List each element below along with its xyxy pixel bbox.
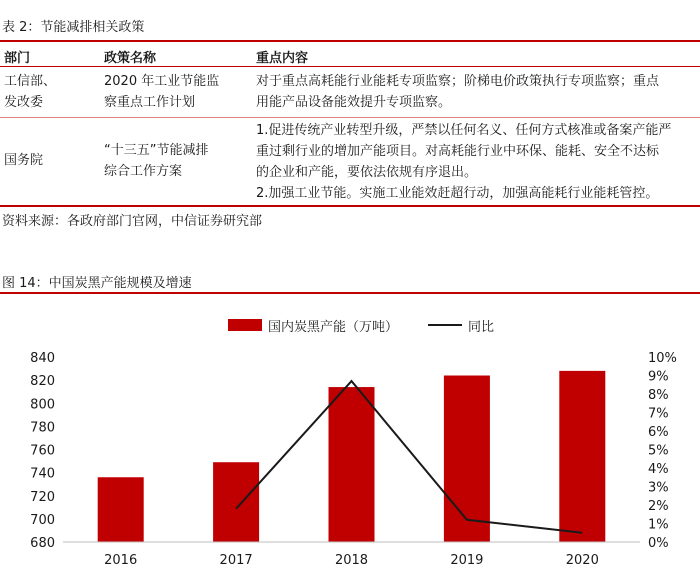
table-row-1-content: 对于重点高耗能行业能耗专项监察；阶梯电价政策执行专项监察；重点 用能产品设备能效提升专项监察。 bbox=[256, 74, 660, 110]
y-left-tick-label: 720 bbox=[30, 489, 55, 505]
x-tick-label: 2017 bbox=[219, 553, 253, 568]
bar-2019 bbox=[444, 376, 490, 543]
y-left-tick-label: 740 bbox=[30, 466, 55, 482]
bar-2017 bbox=[213, 462, 259, 542]
y-right-tick-label: 9% bbox=[648, 369, 669, 385]
y-right-tick-label: 1% bbox=[648, 517, 669, 533]
y-right-tick-label: 5% bbox=[648, 443, 669, 459]
table-source-note: 资料来源：各政府部门官网，中信证券研究部 bbox=[2, 214, 263, 229]
y-left-tick-label: 680 bbox=[30, 536, 55, 551]
y-left-tick-label: 800 bbox=[30, 397, 55, 413]
y-right-tick-label: 6% bbox=[648, 425, 669, 440]
table-row-2-content: 1.促进传统产业转型升级，严禁以任何名义、任何方式核准或备案产能严 重过剩行业的增加产能项目。对高耗能行业中环保、能耗、安全不达标 的企业和产能，要依法依规有序退出。 2.加强工业节能。实施工业能效赶超行动，加强高能耗行业能耗管控。 bbox=[256, 123, 672, 201]
y-left-tick-label: 700 bbox=[30, 512, 55, 528]
table-row-1-dept: 工信部、 发改委 bbox=[4, 74, 57, 110]
legend-bar-label: 国内炭黑产能（万吨） bbox=[268, 320, 399, 335]
y-right-tick-label: 10% bbox=[648, 351, 677, 366]
figure-caption: 图 14：中国炭黑产能规模及增速 bbox=[2, 276, 192, 291]
legend-line-label: 同比 bbox=[468, 320, 495, 335]
yoy-growth-line bbox=[236, 381, 582, 533]
y-right-tick-label: 3% bbox=[648, 480, 669, 496]
y-left-tick-label: 840 bbox=[30, 351, 55, 366]
y-right-tick-label: 2% bbox=[648, 499, 669, 514]
bar-2020 bbox=[559, 371, 605, 542]
x-tick-label: 2019 bbox=[450, 553, 484, 568]
bar-2018 bbox=[329, 387, 375, 542]
x-tick-label: 2018 bbox=[334, 553, 369, 568]
y-right-tick-label: 0% bbox=[648, 536, 669, 551]
y-left-tick-label: 760 bbox=[30, 443, 55, 459]
y-left-tick-label: 820 bbox=[30, 374, 55, 390]
y-right-tick-label: 4% bbox=[648, 462, 669, 477]
y-right-tick-label: 7% bbox=[648, 406, 669, 422]
y-right-tick-label: 8% bbox=[648, 388, 669, 403]
y-left-tick-label: 780 bbox=[30, 420, 55, 436]
table-header-dept: 部门 bbox=[4, 51, 31, 66]
table-header-content: 重点内容 bbox=[256, 51, 309, 66]
table-row-1-policy: 2020 年工业节能监 察重点工作计划 bbox=[104, 74, 220, 110]
table-header-policy: 政策名称 bbox=[104, 51, 157, 66]
table-row-2-dept: 国务院 bbox=[4, 153, 44, 168]
table-caption: 表 2：节能减排相关政策 bbox=[2, 20, 145, 35]
x-tick-label: 2020 bbox=[565, 553, 599, 568]
table-row-2-policy: “十三五”节能减排 综合工作方案 bbox=[104, 143, 209, 179]
bar-2016 bbox=[98, 477, 144, 542]
x-tick-label: 2016 bbox=[104, 553, 138, 568]
